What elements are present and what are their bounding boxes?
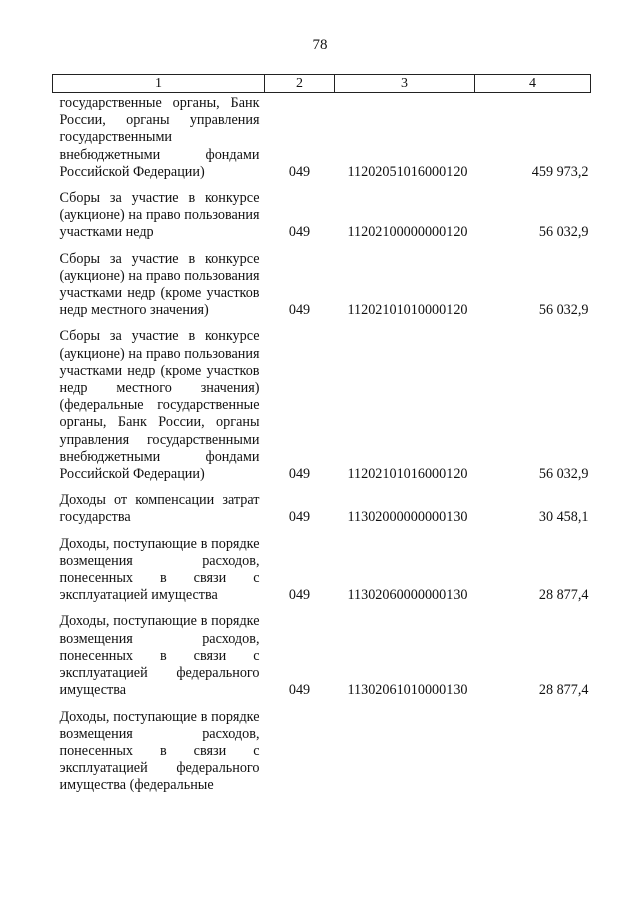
admin-code: 049 [288,466,311,483]
table-row [53,536,591,614]
column-header-2: 2 [265,75,335,93]
admin-code: 049 [288,302,311,319]
amount: 28 877,4 [538,587,589,604]
amount: 30 458,1 [538,509,589,526]
budget-code: 11202100000000120 [347,224,468,241]
admin-code: 049 [288,163,311,180]
income-name: Доходы, поступающие в порядке возмещения расходов, понесенных в связи с эксплуатацией федерального имущества (федеральные [59,708,260,794]
budget-code: 11302060000000130 [347,587,468,604]
page-number: 78 [312,37,328,53]
budget-code: 11202101010000120 [347,302,468,319]
budget-code: 11202051016000120 [347,163,468,180]
table-row [53,613,591,708]
income-name: Сборы за участие в конкурсе (аукционе) на право пользования участками недр (кроме участков недр местного значения) [59,250,260,319]
admin-code: 049 [288,587,311,604]
table-row [53,709,591,795]
budget-code [335,709,475,795]
table-row [53,328,591,492]
admin-code: 049 [288,224,311,241]
income-name: Доходы, поступающие в порядке возмещения расходов, понесенных в связи с эксплуатацией имущества [59,535,260,604]
amount: 56 032,9 [538,224,589,241]
table-row [53,190,591,251]
column-header-3: 3 [335,75,475,93]
budget-code: 11302000000000130 [347,509,468,526]
budget-code: 11202101016000120 [347,466,468,483]
budget-code: 11302061010000130 [347,682,468,699]
admin-code [265,709,335,795]
income-name: Доходы, поступающие в порядке возмещения расходов, понесенных в связи с эксплуатацией федерального имущества [59,613,260,699]
column-header-1: 1 [53,75,265,93]
admin-code: 049 [288,509,311,526]
table-row [53,93,591,191]
table-row [53,251,591,329]
column-header-4: 4 [475,75,591,93]
income-name: государственные органы, Банк России, органы управления государственными внебюджетными фондами Российской Федерации) [59,95,260,180]
budget-table [52,74,591,795]
table-row [53,492,591,535]
table-header-row [53,75,591,93]
amount: 56 032,9 [538,302,589,319]
income-name: Доходы от компенсации затрат государства [59,492,260,526]
income-name: Сборы за участие в конкурсе (аукционе) на право пользования участками недр (кроме участков недр местного значения) (федеральные государственные органы, Банк России, органы управления государственными внебюджетными фондами Российской Федерации) [59,328,260,483]
amount: 56 032,9 [538,466,589,483]
admin-code: 049 [288,682,311,699]
income-name: Сборы за участие в конкурсе (аукционе) на право пользования участками недр [59,190,260,241]
amount [475,709,591,795]
amount: 28 877,4 [538,682,589,699]
amount: 459 973,2 [531,163,589,180]
